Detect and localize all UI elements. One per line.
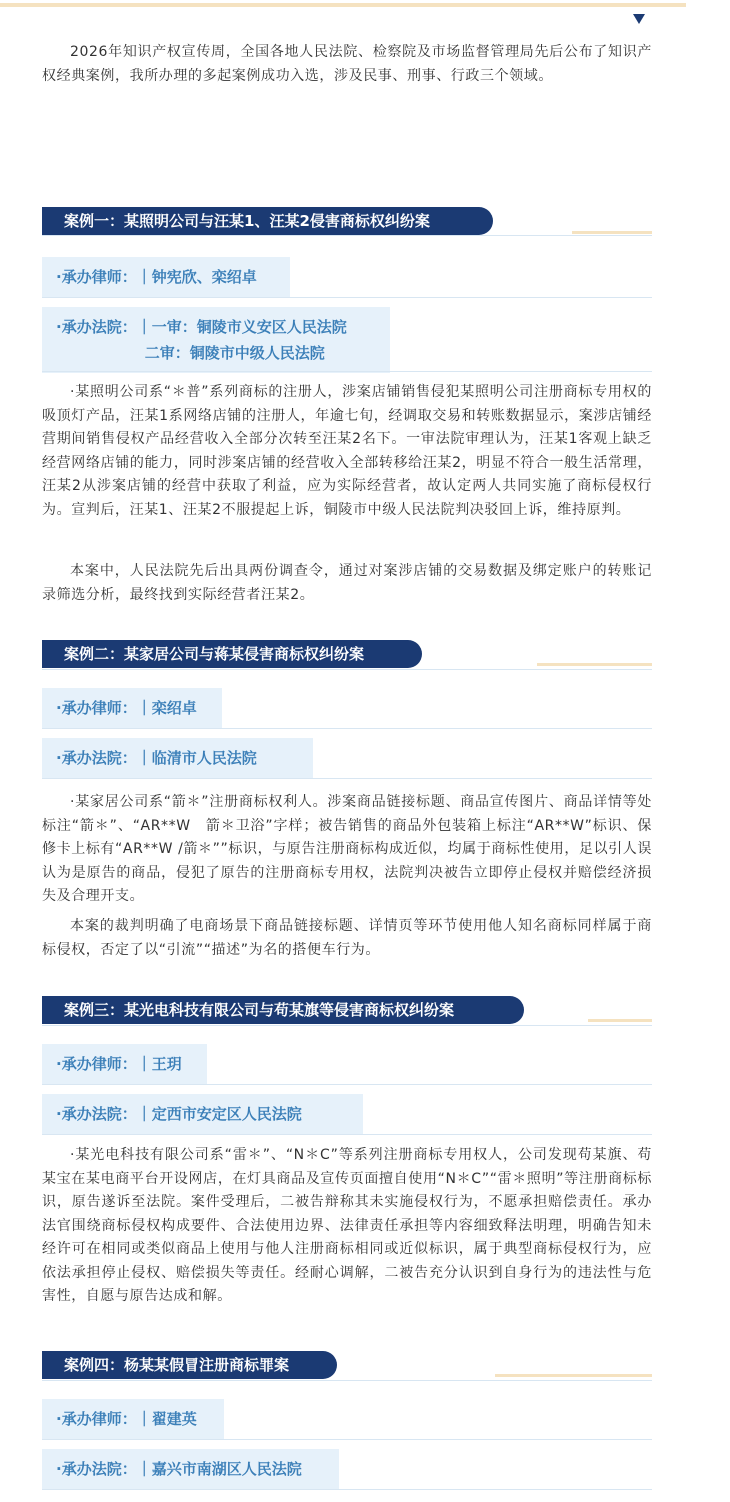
triangle-down-icon — [633, 14, 645, 24]
case-2-lawyer-box — [42, 688, 222, 728]
case-1-paragraph-2: 本案中，人民法院先后出具两份调查令，通过对案涉店铺的交易数据及绑定账户的转账记录筛选分析，最终找到实际经营者汪某2。 — [42, 563, 652, 603]
case-1-lawyer-box — [42, 257, 290, 297]
case-1-title: 案例一：某照明公司与汪某1、汪某2侵害商标权纠纷案 — [42, 207, 493, 235]
court-label: ·承办法院： — [56, 1460, 137, 1478]
case-1-lawyer-rule — [42, 297, 652, 298]
case-4-lawyer-box — [42, 1399, 224, 1439]
case-4-accent — [495, 1374, 652, 1377]
court-name: ｜定西市安定区人民法院 — [136, 1105, 302, 1123]
case-2-lawyer-rule — [42, 728, 652, 729]
case-2-rule — [42, 669, 652, 670]
case-1-court-rule — [42, 371, 652, 372]
lawyer-label: ·承办律师： — [56, 699, 137, 717]
case-3-court-rule — [42, 1134, 652, 1135]
case-4-rule — [42, 1380, 652, 1381]
lawyer-names: ｜王玥 — [136, 1055, 182, 1073]
case-4-court-box — [42, 1449, 339, 1489]
lawyer-label: ·承办律师： — [56, 1410, 137, 1428]
case-4-title: 案例四：杨某某假冒注册商标罪案 — [42, 1351, 337, 1379]
case-2-court-rule — [42, 778, 652, 779]
case-3-rule — [42, 1025, 652, 1026]
lawyer-label: ·承办律师： — [56, 268, 137, 286]
case-1-accent — [572, 231, 652, 234]
case-3-lawyer-rule — [42, 1084, 652, 1085]
court-name: ｜嘉兴市南湖区人民法院 — [136, 1460, 302, 1478]
case-3-accent — [588, 1019, 652, 1022]
court-second-instance: 二审：铜陵市中级人民法院 — [144, 344, 325, 362]
case-2-paragraph-2: 本案的裁判明确了电商场景下商品链接标题、详情页等环节使用他人知名商标同样属于商标侵权，否定了以“引流”“描述”为名的搭便车行为。 — [42, 918, 652, 958]
case-2-court-box — [42, 738, 313, 778]
lawyer-names: ｜栾绍卓 — [136, 699, 197, 717]
case-1-court-box — [42, 307, 390, 373]
case-3-paragraph-1: ·某光电科技有限公司系“雷＊”、“N＊C”等系列注册商标专用权人，公司发现苟某旗、苟某宝在某电商平台开设网店，在灯具商品及宣传页面擅自使用“N＊C”“雷＊照明”等注册商标标识，原告遂诉至法院。案件受理后，二被告辩称其未实施侵权行为，不愿承担赔偿责任。承办法官围绕商标侵权构成要件、合法使用边界、法律责任承担等内容细致释法明理，明确告知未经许可在相同或类似商品上使用与他人注册商标相同或近似标识，属于典型商标侵权行为，应依法承担停止侵权、赔偿损失等责任。经耐心调解，二被告充分认识到自身行为的违法性与危害性，自愿与原告达成和解。 — [42, 1147, 652, 1304]
court-first-instance: ｜一审：铜陵市义安区人民法院 — [136, 318, 347, 336]
court-label: ·承办法院： — [56, 318, 137, 336]
intro-paragraph: 2026年知识产权宣传周，全国各地人民法院、检察院及市场监督管理局先后公布了知识产权经典案例，我所办理的多起案例成功入选，涉及民事、刑事、行政三个领域。 — [42, 44, 652, 84]
case-3-title: 案例三：某光电科技有限公司与苟某旗等侵害商标权纠纷案 — [42, 996, 524, 1024]
case-1-paragraph-1: ·某照明公司系“＊普”系列商标的注册人，涉案店铺销售侵犯某照明公司注册商标专用权的吸顶灯产品，汪某1系网络店铺的注册人，年逾七旬，经调取交易和转账数据显示，案涉店铺经营期间销售侵权产品经营收入全部分次转至汪某2名下。一审法院审理认为，汪某1客观上缺乏经营网络店铺的能力，同时涉案店铺的经营收入全部转移给汪某2，明显不符合一般生活常理，汪某2从涉案店铺的经营中获取了利益，应为实际经营者，故认定两人共同实施了商标侵权行为。宣判后，汪某1、汪某2不服提起上诉，铜陵市中级人民法院判决驳回上诉，维持原判。 — [42, 384, 652, 518]
case-3-lawyer-box — [42, 1044, 207, 1084]
case-1-rule — [42, 235, 652, 236]
case-4-lawyer-rule — [42, 1439, 652, 1440]
lawyer-names: ｜钟宪欣、栾绍卓 — [136, 268, 257, 286]
case-2-paragraph-1: ·某家居公司系“箭＊”注册商标权利人。涉案商品链接标题、商品宣传图片、商品详情等处标注“箭＊”、“AR**W 箭＊卫浴”字样；被告销售的商品外包装箱上标注“AR**W”标识、保修卡上标有“AR**W /箭＊””标识，与原告注册商标构成近似，均属于商标性使用，足以引人误认为是原告的商品，侵犯了原告的注册商标专用权，法院判决被告立即停止侵权并赔偿经济损失及合理开支。 — [42, 794, 652, 904]
case-3-court-box — [42, 1094, 363, 1134]
case-4-court-rule — [42, 1489, 652, 1490]
court-label: ·承办法院： — [56, 1105, 137, 1123]
case-2-accent — [537, 663, 652, 666]
court-name: ｜临清市人民法院 — [136, 749, 257, 767]
court-label: ·承办法院： — [56, 749, 137, 767]
lawyer-names: ｜翟建英 — [136, 1410, 197, 1428]
lawyer-label: ·承办律师： — [56, 1055, 137, 1073]
top-decor-line — [0, 3, 686, 7]
case-2-title: 案例二：某家居公司与蒋某侵害商标权纠纷案 — [42, 640, 422, 668]
